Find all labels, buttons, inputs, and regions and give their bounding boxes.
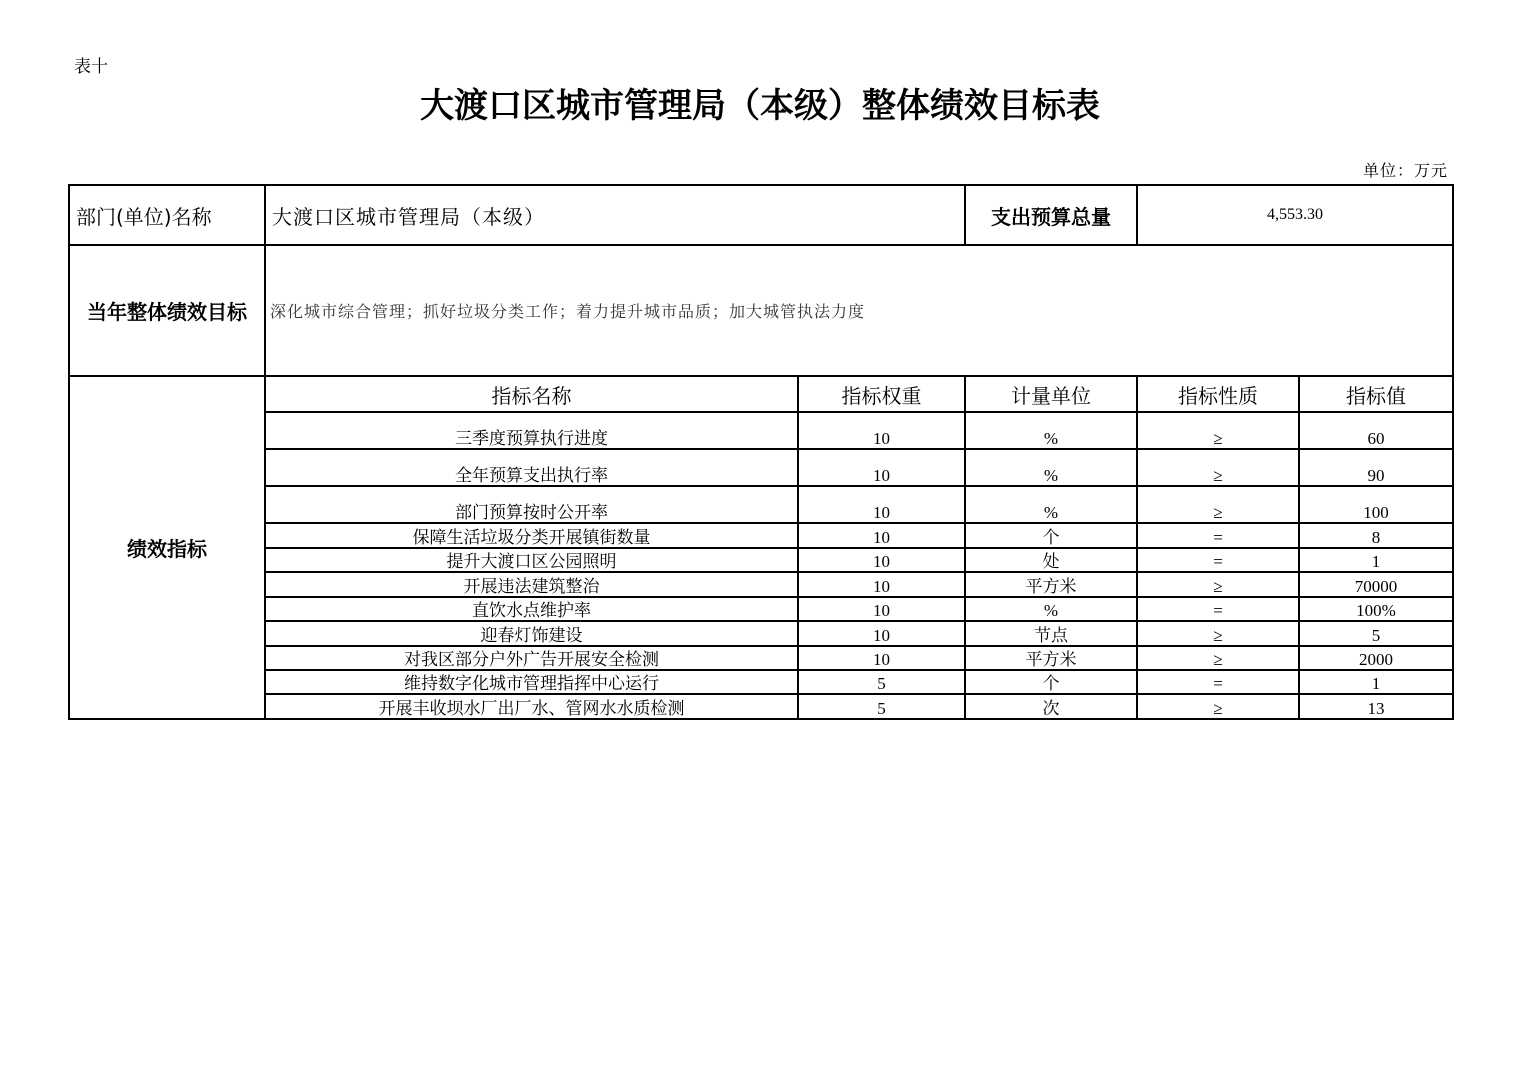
indicator-row	[69, 486, 1453, 523]
indicator-value-cell: 70000	[1299, 572, 1453, 597]
indicator-value-cell: 2000	[1299, 646, 1453, 670]
indicator-weight-cell: 10	[798, 646, 965, 670]
indicator-weight-cell: 10	[798, 449, 965, 486]
goal-label: 当年整体绩效目标	[69, 245, 265, 376]
goal-row	[69, 245, 1453, 376]
indicator-nature-cell: ≥	[1137, 646, 1299, 670]
indicator-nature-cell: ≥	[1137, 412, 1299, 449]
indicator-name-cell: 维持数字化城市管理指挥中心运行	[265, 670, 798, 694]
indicator-weight-cell: 10	[798, 412, 965, 449]
indicator-row	[69, 694, 1453, 719]
indicator-nature-cell: ≥	[1137, 486, 1299, 523]
indicator-row	[69, 449, 1453, 486]
indicator-unit-cell: 处	[965, 548, 1137, 572]
indicator-row	[69, 670, 1453, 694]
indicator-name-cell: 直饮水点维护率	[265, 597, 798, 621]
indicator-weight-cell: 5	[798, 694, 965, 719]
indicator-value-cell: 90	[1299, 449, 1453, 486]
indicator-unit-cell: 次	[965, 694, 1137, 719]
indicator-value-cell: 100%	[1299, 597, 1453, 621]
indicator-weight-cell: 5	[798, 670, 965, 694]
indicator-nature-cell: =	[1137, 597, 1299, 621]
indicator-unit-cell: %	[965, 597, 1137, 621]
indicator-name-cell: 迎春灯饰建设	[265, 621, 798, 646]
indicator-row	[69, 572, 1453, 597]
budget-label: 支出预算总量	[965, 185, 1137, 245]
indicator-row	[69, 646, 1453, 670]
indicator-row	[69, 597, 1453, 621]
indicator-weight-cell: 10	[798, 572, 965, 597]
indicator-value-cell: 1	[1299, 670, 1453, 694]
indicator-nature-cell: =	[1137, 523, 1299, 548]
indicator-unit-cell: 个	[965, 523, 1137, 548]
indicator-weight-cell: 10	[798, 486, 965, 523]
indicator-row	[69, 412, 1453, 449]
table-number: 表十	[74, 57, 108, 77]
indicator-row	[69, 621, 1453, 646]
col-header-name: 指标名称	[265, 376, 798, 412]
dept-row	[69, 185, 1453, 245]
indicator-unit-cell: %	[965, 449, 1137, 486]
performance-target-table	[68, 184, 1454, 720]
indicator-unit-cell: 节点	[965, 621, 1137, 646]
indicator-weight-cell: 10	[798, 597, 965, 621]
indicator-unit-cell: %	[965, 412, 1137, 449]
indicator-value-cell: 60	[1299, 412, 1453, 449]
dept-name: 大渡口区城市管理局（本级）	[265, 185, 965, 245]
indicator-value-cell: 13	[1299, 694, 1453, 719]
indicator-name-cell: 开展违法建筑整治	[265, 572, 798, 597]
indicator-nature-cell: ≥	[1137, 621, 1299, 646]
page-title: 大渡口区城市管理局（本级）整体绩效目标表	[420, 86, 1100, 126]
indicator-name-cell: 三季度预算执行进度	[265, 412, 798, 449]
indicator-nature-cell: =	[1137, 670, 1299, 694]
col-header-unit: 计量单位	[965, 376, 1137, 412]
indicator-value-cell: 5	[1299, 621, 1453, 646]
dept-label: 部门(单位)名称	[69, 185, 265, 245]
indicator-nature-cell: =	[1137, 548, 1299, 572]
indicator-unit-cell: %	[965, 486, 1137, 523]
unit-label: 单位：万元	[1362, 161, 1448, 180]
col-header-weight: 指标权重	[798, 376, 965, 412]
indicator-unit-cell: 个	[965, 670, 1137, 694]
indicator-nature-cell: ≥	[1137, 572, 1299, 597]
indicator-weight-cell: 10	[798, 523, 965, 548]
indicators-section-label: 绩效指标	[69, 376, 265, 719]
indicator-name-cell: 提升大渡口区公园照明	[265, 548, 798, 572]
indicator-header-row	[69, 376, 1453, 412]
indicator-row	[69, 548, 1453, 572]
budget-value: 4,553.30	[1137, 185, 1453, 245]
col-header-value: 指标值	[1299, 376, 1453, 412]
indicator-weight-cell: 10	[798, 548, 965, 572]
indicator-weight-cell: 10	[798, 621, 965, 646]
goal-text: 深化城市综合管理；抓好垃圾分类工作；着力提升城市品质；加大城管执法力度	[265, 245, 1453, 376]
indicator-value-cell: 100	[1299, 486, 1453, 523]
indicator-value-cell: 1	[1299, 548, 1453, 572]
indicator-row	[69, 523, 1453, 548]
indicator-unit-cell: 平方米	[965, 646, 1137, 670]
indicator-value-cell: 8	[1299, 523, 1453, 548]
indicator-name-cell: 对我区部分户外广告开展安全检测	[265, 646, 798, 670]
indicator-name-cell: 保障生活垃圾分类开展镇街数量	[265, 523, 798, 548]
indicator-name-cell: 开展丰收坝水厂出厂水、管网水水质检测	[265, 694, 798, 719]
indicator-name-cell: 全年预算支出执行率	[265, 449, 798, 486]
indicator-nature-cell: ≥	[1137, 449, 1299, 486]
indicator-name-cell: 部门预算按时公开率	[265, 486, 798, 523]
indicator-nature-cell: ≥	[1137, 694, 1299, 719]
col-header-nature: 指标性质	[1137, 376, 1299, 412]
indicator-unit-cell: 平方米	[965, 572, 1137, 597]
